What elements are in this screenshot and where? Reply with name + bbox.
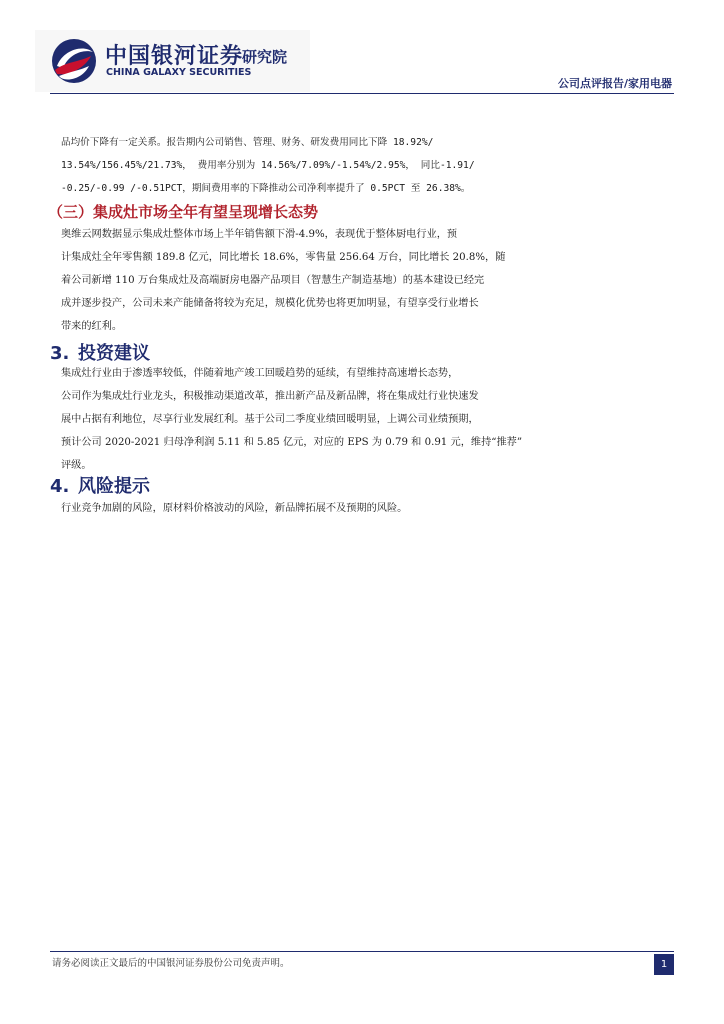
intro-line: 13.54%/156.45%/21.73%， 费用率分别为 14.56%/7.09%/-1.54%/2.95%， 同比-1.91/ <box>61 160 475 171</box>
institute-label: 研究院 <box>242 48 288 66</box>
galaxy-logo-icon <box>49 36 99 86</box>
subsection-heading: （三）集成灶市场全年有望呈现增长态势 <box>48 203 319 221</box>
section-number: 3. <box>50 343 70 364</box>
footer-divider <box>50 951 674 952</box>
paragraph-line: 评级。 <box>61 460 92 471</box>
section-title: 投资建议 <box>78 343 150 364</box>
company-logo <box>35 30 310 92</box>
paragraph-line: 展中占据有利地位，尽享行业发展红利。基于公司二季度业绩回暖明显，上调公司业绩预期， <box>61 414 479 425</box>
brand-name-cn: 中国银河证券 <box>105 44 244 69</box>
paragraph-line: 计集成灶全年零售额 189.8 亿元，同比增长 18.6%，零售量 256.64 万台，同比增长 20.8%，随 <box>61 252 506 263</box>
paragraph-line: 奥维云网数据显示集成灶整体市场上半年销售额下滑-4.9%，表现优于整体厨电行业，预 <box>61 229 458 240</box>
intro-line: -0.25/-0.99 /-0.51PCT，期间费用率的下降推动公司净利率提升了 0.5PCT 至 26.38%。 <box>61 183 471 194</box>
report-category: 公司点评报告/家用电器 <box>557 77 672 90</box>
header-divider <box>50 93 674 94</box>
page-number: 1 <box>654 954 674 975</box>
paragraph-line: 带来的红利。 <box>61 321 123 332</box>
brand-name-en: CHINA GALAXY SECURITIES <box>106 67 252 78</box>
paragraph-line: 成并逐步投产，公司未来产能储备将较为充足，规模化优势也将更加明显，有望享受行业增长 <box>61 298 479 309</box>
disclaimer-note: 请务必阅读正文最后的中国银河证券股份公司免责声明。 <box>52 958 290 969</box>
section-number: 4. <box>50 476 70 497</box>
subsection-paragraph <box>61 223 543 338</box>
paragraph-line: 公司作为集成灶行业龙头，积极推动渠道改革，推出新产品及新品牌，将在集成灶行业快速发 <box>61 391 479 402</box>
intro-line: 品均价下降有一定关系。报告期内公司销售、管理、财务、研发费用同比下降 18.92%/ <box>61 137 434 148</box>
paragraph-line: 着公司新增 110 万台集成灶及高端厨房电器产品项目（智慧生产制造基地）的基本建设已经完 <box>61 275 485 286</box>
section-heading-risk <box>50 472 150 498</box>
intro-paragraph <box>61 131 543 200</box>
section-title: 风险提示 <box>78 476 150 497</box>
risk-paragraph <box>61 497 543 520</box>
paragraph-line: 集成灶行业由于渗透率较低，伴随着地产竣工回暖趋势的延续，有望维持高速增长态势， <box>61 368 459 379</box>
paragraph-line: 预计公司 2020-2021 归母净利润 5.11 和 5.85 亿元，对应的 EPS 为 0.79 和 0.91 元，维持“推荐” <box>61 437 523 448</box>
investment-paragraph <box>61 362 543 477</box>
paragraph-line: 行业竞争加剧的风险，原材料价格波动的风险，新品牌拓展不及预期的风险。 <box>61 503 408 514</box>
